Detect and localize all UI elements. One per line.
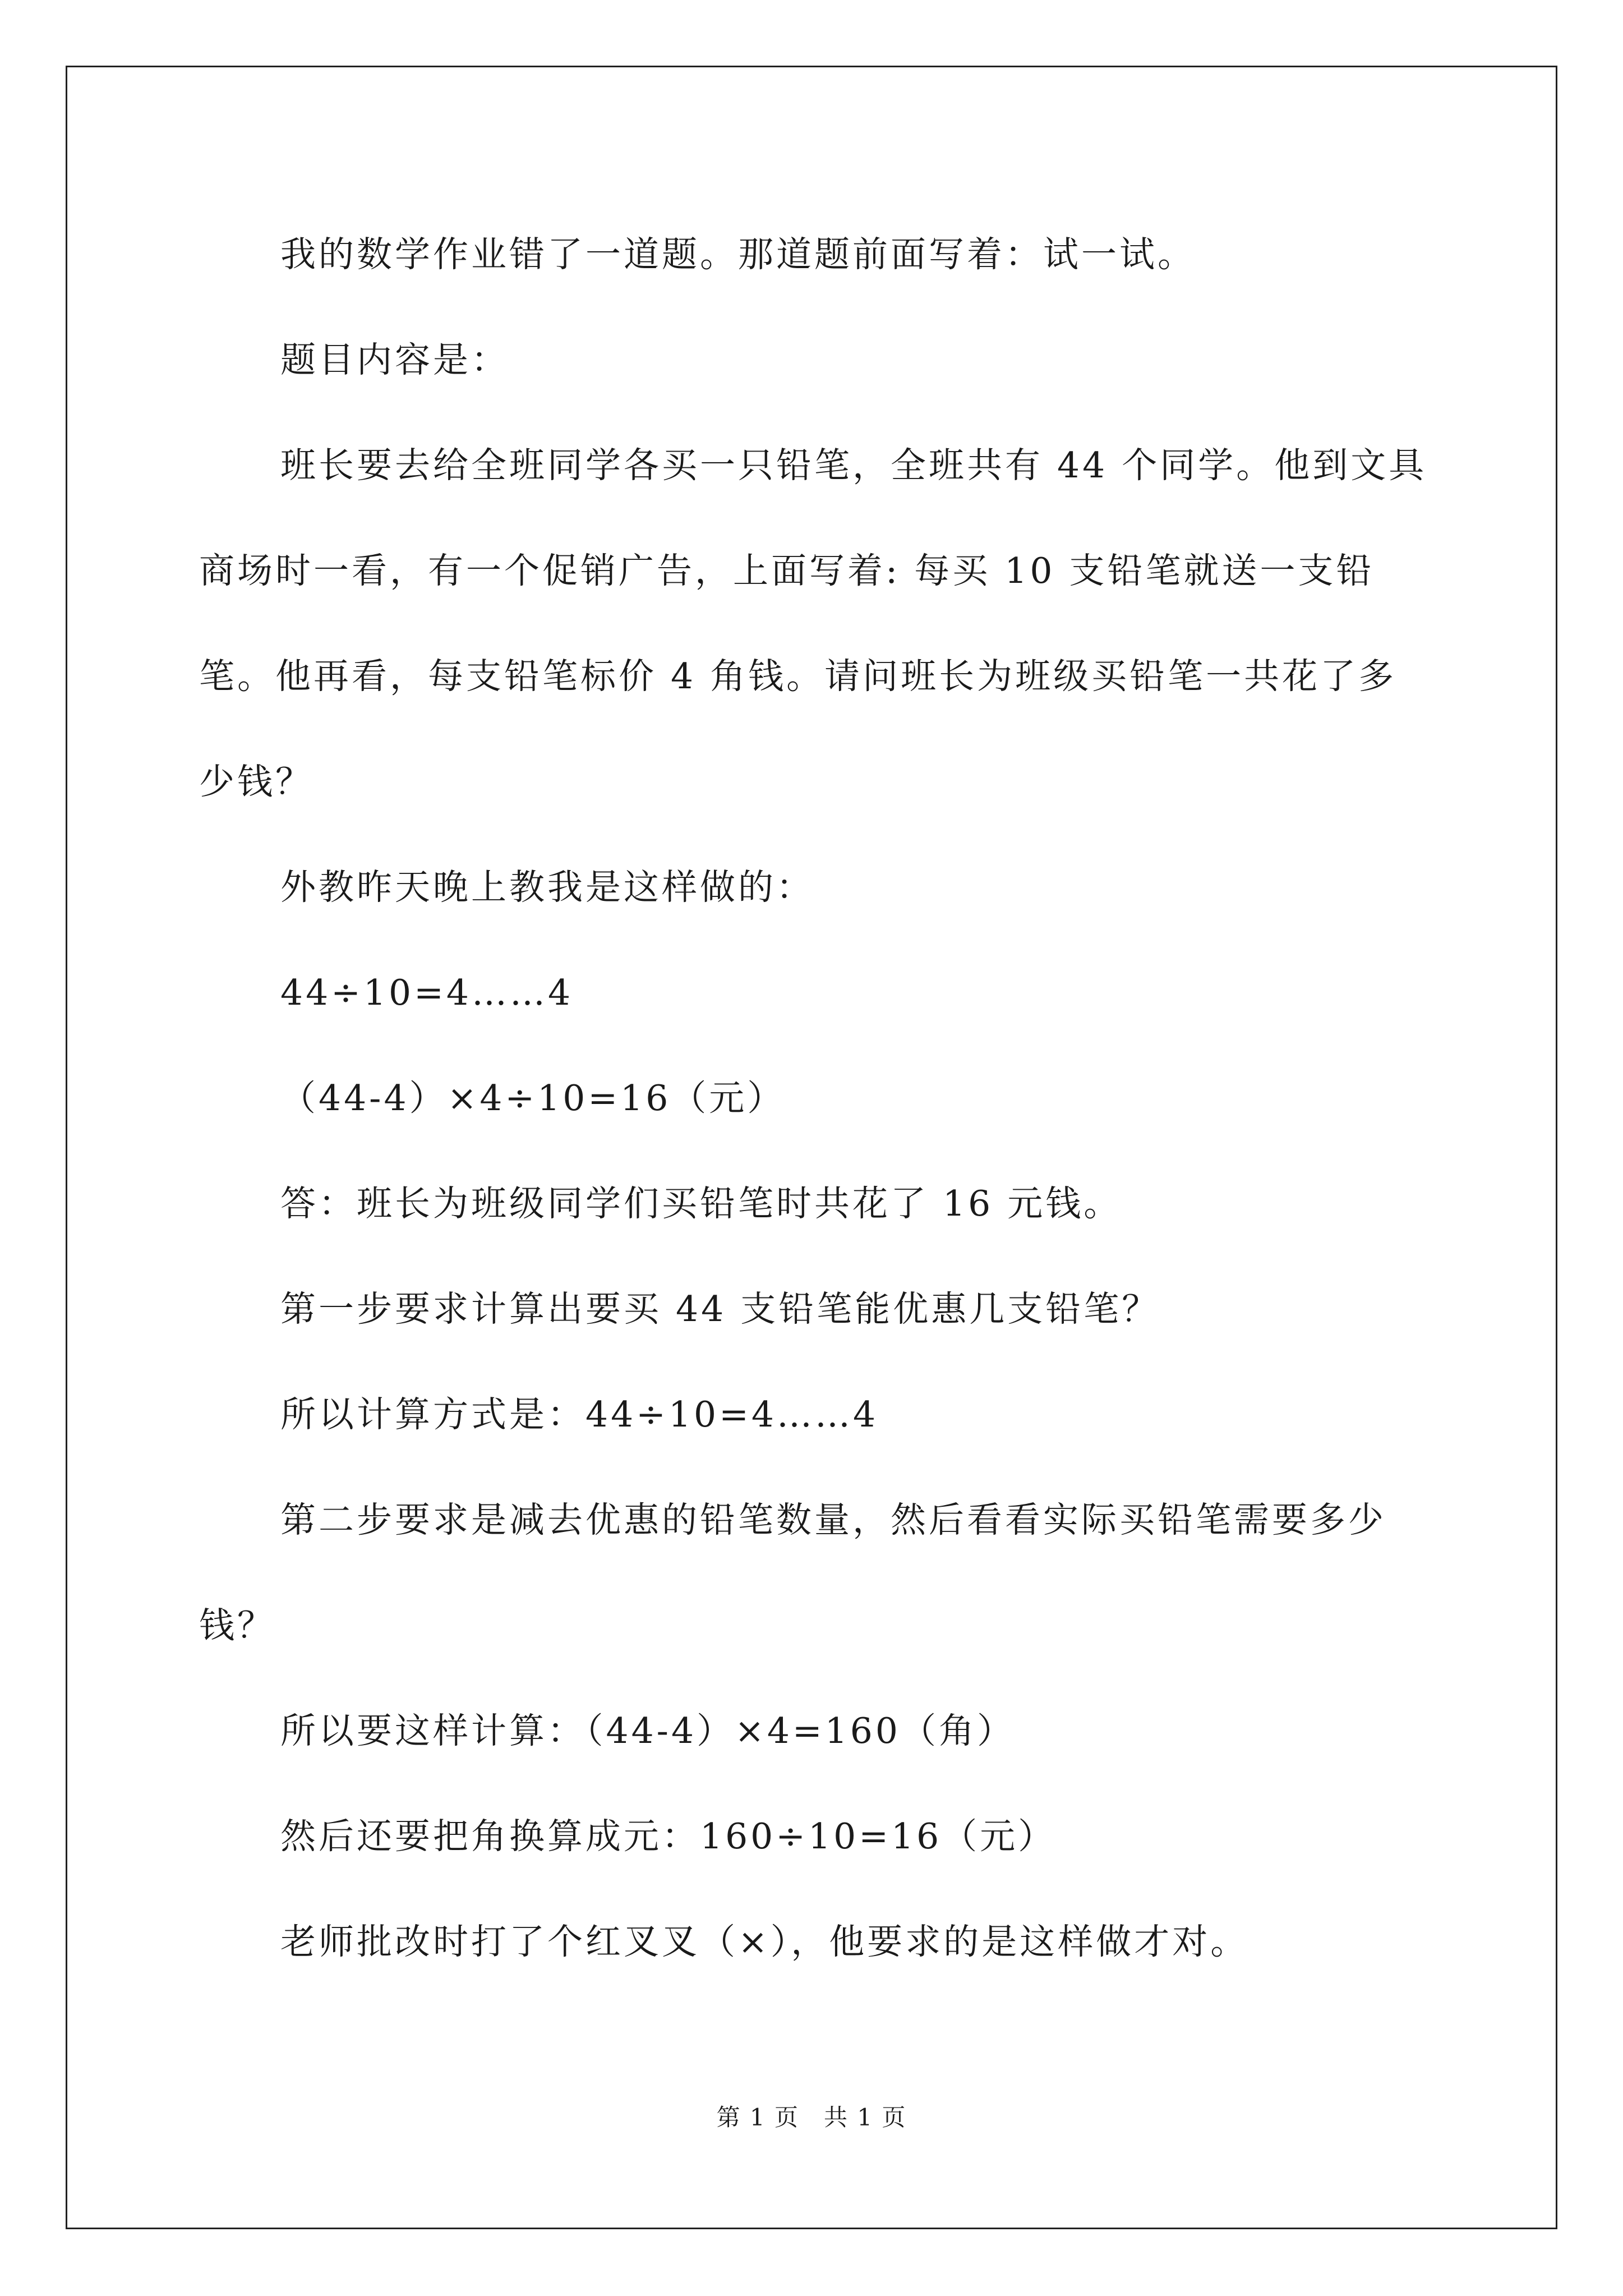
paragraph-teacher-comment: 老师批改时打了个红叉叉（×），他要求的是这样做才对。 <box>280 1921 1249 1962</box>
paragraph-step-two-formula: 所以要这样计算：（44-4）×4=160（角） <box>280 1710 1015 1751</box>
paragraph-step-one-formula: 所以计算方式是：44÷10=4……4 <box>280 1394 879 1435</box>
paragraph-unit-conversion: 然后还要把角换算成元：160÷10=16（元） <box>280 1816 1057 1857</box>
paragraph-intro: 我的数学作业错了一道题。那道题前面写着：试一试。 <box>280 234 1196 275</box>
equation-division: 44÷10=4……4 <box>280 972 574 1013</box>
document-body <box>199 202 1427 1995</box>
paragraph-question-heading: 题目内容是： <box>280 339 509 380</box>
paragraph-answer: 答：班长为班级同学们买铅笔时共花了 16 元钱。 <box>280 1183 1122 1224</box>
paragraph-tutor-method: 外教昨天晚上教我是这样做的： <box>280 867 814 908</box>
paragraph-step-one: 第一步要求计算出要买 44 支铅笔能优惠几支铅笔？ <box>280 1289 1160 1329</box>
paragraph-step-two: 第二步要求是减去优惠的铅笔数量，然后看看实际买铅笔需要多少钱？ <box>199 1499 1386 1646</box>
paragraph-question-text: 班长要去给全班同学各买一只铅笔，全班共有 44 个同学。他到文具商场时一看，有一个促销广告，上面写着: 每买 10 支铅笔就送一支铅笔。他再看，每支铅笔标价 4 角钱。请问班长为班级买铅笔一共花了多少钱？ <box>199 445 1427 802</box>
page-number-footer: 第 1 页 共 1 页 <box>716 2104 907 2131</box>
equation-total: （44-4）×4÷10=16（元） <box>280 1078 786 1119</box>
